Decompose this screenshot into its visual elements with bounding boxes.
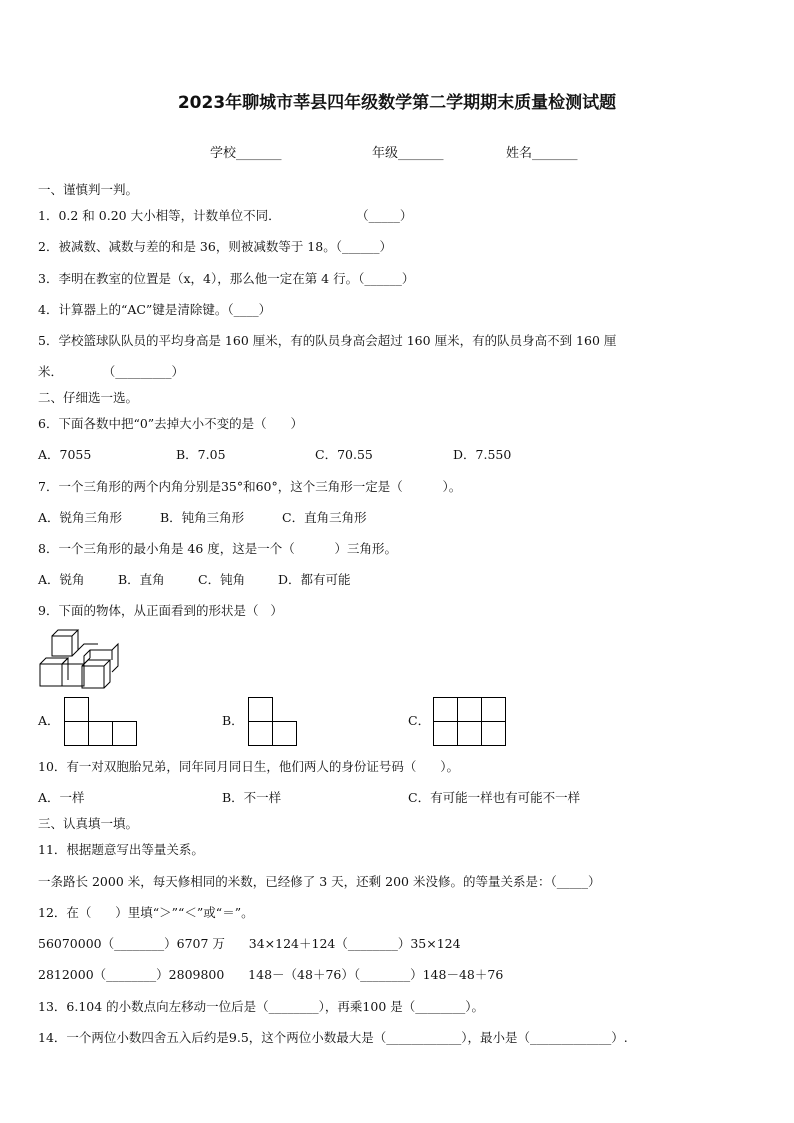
section-heading: 一、谨慎判一判。 (38, 182, 139, 197)
shape-option-c (433, 697, 507, 747)
section-heading: 二、仔细选一选。 (38, 390, 139, 405)
option-c: C．钝角 (198, 572, 246, 587)
question-12-row-1: 56070000（________）6707 万 34×124＋124（________）35×124 (38, 936, 461, 951)
name-field: 姓名_______ (506, 146, 578, 161)
school-field: 学校_______ (210, 146, 282, 161)
question-11-text: 一条路长 2000 米，每天修相同的米数，已经修了 3 天，还剩 200 米没修。的等量关系是：（_____） (38, 874, 601, 889)
option-a: A．锐角三角形 (38, 510, 123, 525)
option-d: D．都有可能 (278, 572, 351, 587)
question-12-row-2: 2812000（________）2809800 148－（48＋76）（________）148－48＋76 (38, 967, 504, 982)
question-13: 13．6.104 的小数点向左移动一位后是（________），再乘100 是（________）。 (38, 999, 484, 1014)
question-10: 10．有一对双胞胎兄弟，同年同月同日生，他们两人的身份证号码（ ）。 (38, 759, 459, 774)
shape-option-b (248, 697, 298, 747)
option-c: C．70.55 (315, 447, 373, 462)
option-b: B．7.05 (176, 447, 226, 462)
option-a: A．锐角 (38, 572, 85, 587)
question-3: 3．李明在教室的位置是（x，4），那么他一定在第 4 行。（______） (38, 271, 415, 286)
question-14: 14．一个两位小数四舍五入后约是9.5，这个两位小数最大是（____________），最小是（_____________）. (38, 1030, 628, 1045)
question-1: 1．0.2 和 0.20 大小相等，计数单位不同． （_____） (38, 208, 413, 223)
option-d: D．7.550 (453, 447, 512, 462)
section-heading: 三、认真填一填。 (38, 816, 139, 831)
question-8: 8．一个三角形的最小角是 46 度，这是一个（ ）三角形。 (38, 541, 398, 556)
question-5-continued: 米． （_________） (38, 364, 184, 379)
question-5: 5．学校篮球队队员的平均身高是 160 厘米，有的队员身高会超过 160 厘米，有的队员身高不到 160 厘 (38, 333, 617, 348)
option-c: C．有可能一样也有可能不一样 (408, 790, 581, 805)
option-a: A． (38, 713, 60, 728)
option-b: B．直角 (118, 572, 165, 587)
option-a: A．一样 (38, 790, 85, 805)
option-b: B． (222, 713, 244, 728)
option-b: B．不一样 (222, 790, 282, 805)
question-7: 7．一个三角形的两个内角分别是35°和60°，这个三角形一定是（ ）。 (38, 479, 462, 494)
question-2: 2．被减数、减数与差的和是 36，则被减数等于 18。（______） (38, 239, 392, 254)
option-c: C．直角三角形 (282, 510, 367, 525)
option-b: B．钝角三角形 (160, 510, 245, 525)
page-title: 2023年聊城市莘县四年级数学第二学期期末质量检测试题 (177, 93, 617, 113)
question-6: 6．下面各数中把“0”去掉大小不变的是（ ） (38, 416, 304, 431)
question-4: 4．计算器上的“AC”键是清除键。（____） (38, 302, 272, 317)
question-12: 12．在（ ）里填“＞”“＜”或“＝”。 (38, 905, 254, 920)
grade-field: 年级_______ (372, 146, 444, 161)
cube-figure (38, 628, 122, 690)
option-c: C． (408, 713, 431, 728)
option-a: A．7055 (38, 447, 92, 462)
question-11: 11．根据题意写出等量关系。 (38, 842, 204, 857)
shape-option-a (64, 697, 138, 747)
question-9: 9．下面的物体，从正面看到的形状是（ ） (38, 603, 283, 618)
